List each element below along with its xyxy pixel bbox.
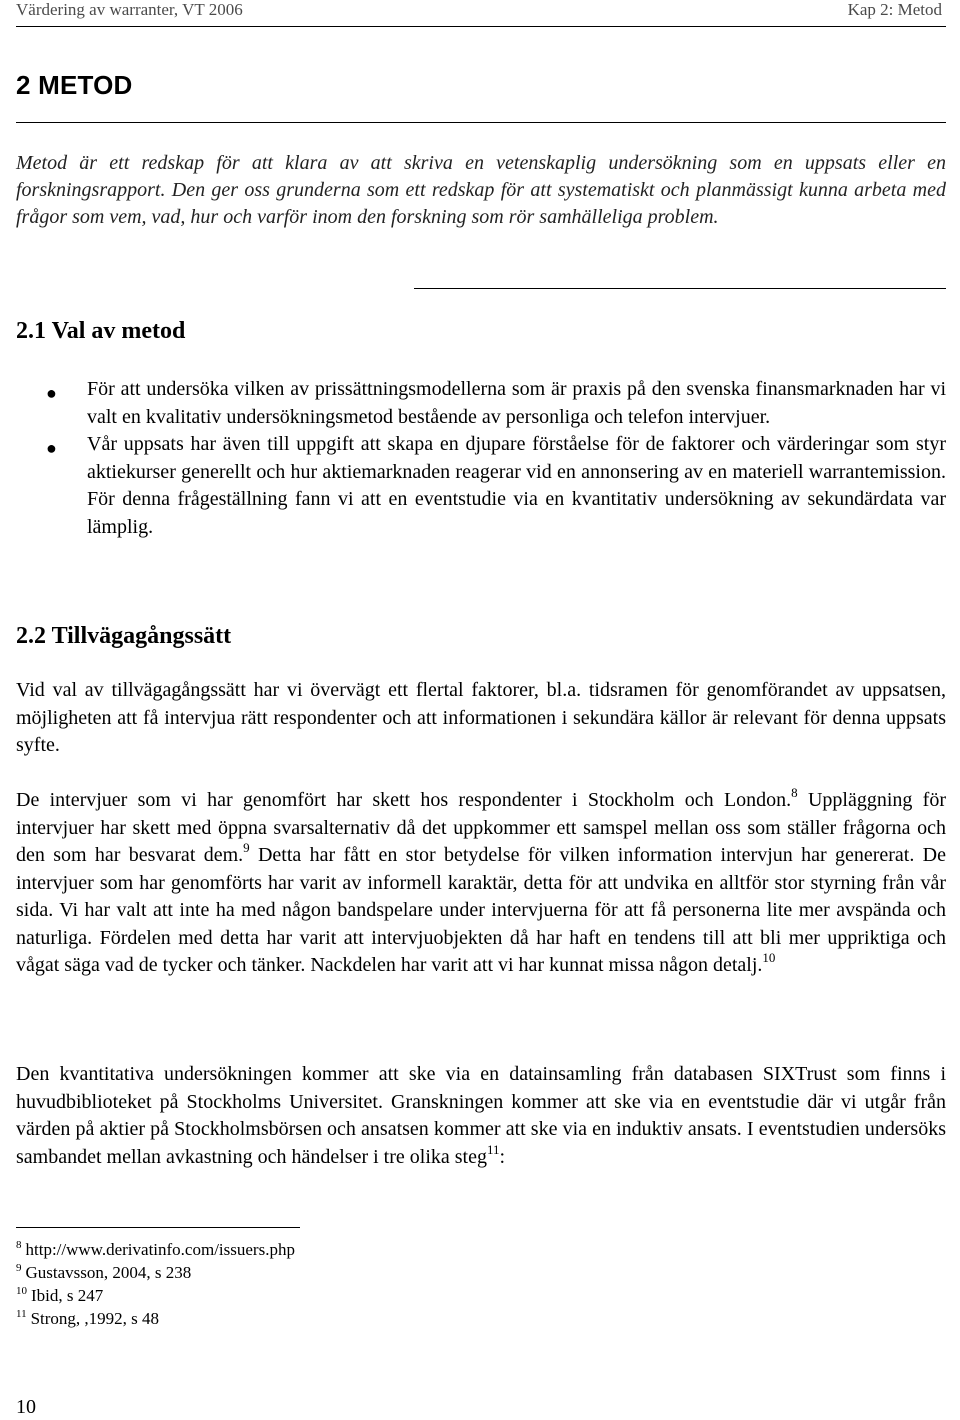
footnotes bbox=[16, 1238, 295, 1330]
footnote-divider bbox=[16, 1227, 300, 1228]
section-heading-val-av-metod: 2.1 Val av metod bbox=[16, 318, 186, 344]
list-item bbox=[46, 431, 946, 541]
body-paragraph-1: Vid val av tillvägagångssätt har vi övervägt ett flertal faktorer, bl.a. tidsramen för genomförandet av uppsatsen, möjligheten att få intervjua rätt respondenter och att informationen i sekundära källor är relevant för denna uppsats syfte. bbox=[16, 679, 946, 756]
page-number: 10 bbox=[16, 1396, 36, 1418]
footnote-ref[interactable]: 8 bbox=[791, 785, 798, 800]
footnote-number: 10 bbox=[16, 1285, 27, 1297]
footnote-number: 11 bbox=[16, 1308, 27, 1320]
method-bullet-list bbox=[46, 376, 946, 541]
header-divider bbox=[16, 26, 946, 27]
footnote-number: 8 bbox=[16, 1239, 22, 1251]
footnote-number: 9 bbox=[16, 1262, 22, 1274]
section-divider bbox=[414, 288, 946, 289]
bullet-text: Vår uppsats har även till uppgift att skapa en djupare förståelse för de faktorer och värderingar som styr aktiekurser generellt och hur aktiemarknaden reagerar vid en annonsering av en materiell warrantemission. För denna frågeställning fann vi att en eventstudie via en kvantitativ undersökning av sekundärdata var lämplig. bbox=[87, 433, 946, 538]
list-item bbox=[46, 376, 946, 431]
running-header bbox=[16, 0, 942, 26]
paragraph-text: Detta har fått en stor betydelse för vilken information intervjun har genererat. De intervjuer som har genomförts har varit av informell karaktär, detta för att undvika en alltför stor styrning från vår sida. Vi har valt att inte ha med någon bandspelare under intervjuerna för att få personerna lite mer avspända och naturliga. Fördelen med detta har varit att intervjuobjekten då har haft en tendens till att bli mer uppriktiga och vågat säga vad de tycker och tänker. Nackdelen har varit att vi har kunnat missa någon detalj. bbox=[16, 844, 946, 976]
body-paragraph-2 bbox=[16, 787, 946, 980]
footnote bbox=[16, 1238, 295, 1261]
footnote-text: Gustavsson, 2004, s 238 bbox=[25, 1263, 192, 1282]
header-chapter-label: Kap 2: Metod bbox=[847, 0, 942, 19]
chapter-divider bbox=[16, 122, 946, 123]
chapter-title: 2 METOD bbox=[16, 70, 133, 100]
footnote-ref[interactable]: 9 bbox=[243, 840, 250, 855]
bullet-icon: ● bbox=[46, 438, 57, 458]
footnote-ref[interactable]: 11 bbox=[486, 1141, 500, 1157]
footnote-ref[interactable]: 10 bbox=[762, 950, 776, 965]
paragraph-text: Den kvantitativa undersökningen kommer att ske via en datainsamling från databasen SIXTrust som finns i huvudbiblioteket på Stockholms Universitet. Granskningen kommer att ske via en eventstudie där vi utgår från värden på aktier på Stockholmsbörsen och ansatsen kommer att ske via en induktiv ansats. I eventstudien undersöks sambandet mellan avkastning och händelser i tre olika steg bbox=[16, 1063, 946, 1168]
body-paragraph-3 bbox=[16, 1061, 946, 1171]
footnote-text: Ibid, s 247 bbox=[31, 1286, 104, 1305]
paragraph-text: De intervjuer som vi har genomfört har skett hos respondenter i Stockholm och London. bbox=[16, 789, 792, 811]
bullet-text: För att undersöka vilken av prissättningsmodellerna som är praxis på den svenska finansmarknaden har vi valt en kvalitativ undersökningsmetod bestående av personliga och telefon intervjuer. bbox=[87, 378, 946, 428]
paragraph-text: : bbox=[499, 1145, 506, 1168]
footnote bbox=[16, 1307, 295, 1330]
paragraph-text: Uppläggning för intervjuer har skett med öppna svarsalternativ då det uppkommer ett samspel mellan oss som ställer frågorna och den som har besvarat dem. bbox=[16, 789, 946, 866]
footnote-text: Strong, ,1992, s 48 bbox=[30, 1309, 160, 1328]
chapter-intro: Metod är ett redskap för att klara av att skriva en vetenskaplig undersökning som en uppsats eller en forskningsrapport. Den ger oss grunderna som ett redskap för att systematiskt och planmässigt kunna arbeta med frågor som vem, vad, hur och varför inom den forskning som rör samhälleliga problem. bbox=[16, 152, 946, 228]
section-heading-tillvagagangssatt: 2.2 Tillvägagångssätt bbox=[16, 623, 232, 649]
header-document-title: Värdering av warranter, VT 2006 bbox=[16, 0, 243, 19]
bullet-icon: ● bbox=[46, 383, 57, 403]
footnote-text: http://www.derivatinfo.com/issuers.php bbox=[25, 1240, 295, 1259]
footnote bbox=[16, 1261, 295, 1284]
footnote bbox=[16, 1284, 295, 1307]
